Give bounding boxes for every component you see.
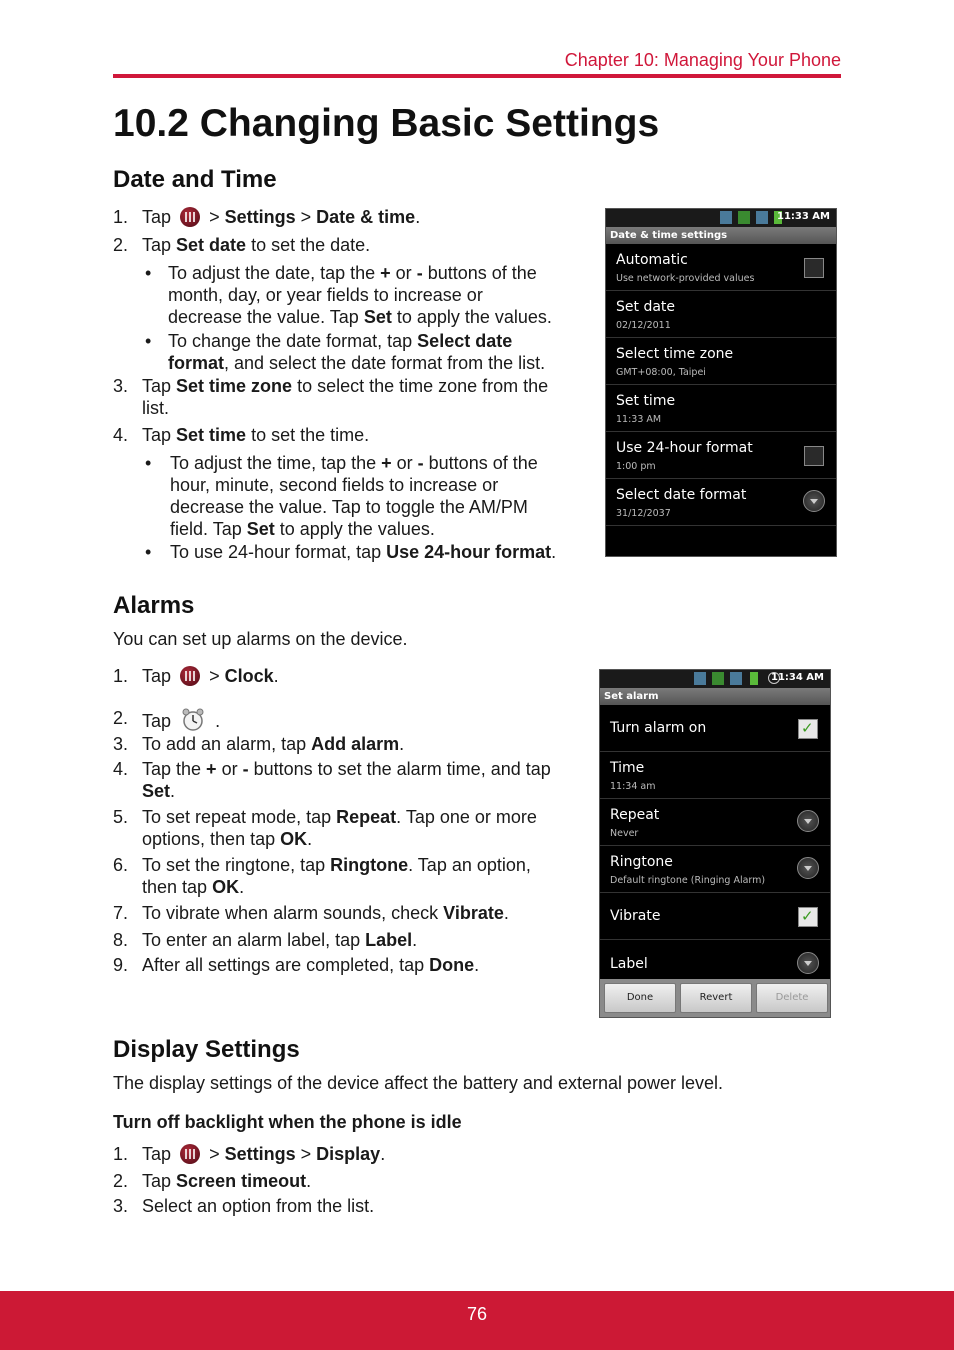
step-number: 7. [113,903,129,923]
bullet-marker: • [145,453,152,473]
dropdown-arrow-icon[interactable] [797,857,819,879]
checkbox-icon[interactable] [804,446,824,466]
step-number: 8. [113,930,129,950]
screen-title: Date & time settings [606,227,836,244]
alarm-step-3: To add an alarm, tap Add alarm. [142,734,405,754]
alarm-step-4: Tap the + or - buttons to set the alarm time, and tap Set. [142,759,551,801]
step-number: 6. [113,855,129,875]
revert-button[interactable]: Revert [680,983,752,1013]
network-icon [756,211,768,224]
step-number: 3. [113,1196,129,1216]
bullet-marker: • [145,331,152,351]
alarm-step-9: After all settings are completed, tap Done. [142,955,480,975]
bullet-adjust-date: To adjust the date, tap the + or - buttons of the month, day, or year fields to increase or decrease the value. Tap Set to apply the values. [168,263,552,327]
battery-icon [750,672,758,685]
network-icon [730,672,742,685]
bullet-24-hour: To use 24-hour format, tap Use 24-hour format. [170,542,557,562]
setting-set-time[interactable]: Set time 11:33 AM [606,385,836,432]
step-number: 5. [113,807,129,827]
bullet-adjust-time: To adjust the time, tap the + or - buttons of the hour, minute, second fields to increase or decrease the value. Tap to toggle the AM/PM field. Tap Set to apply the values. [170,453,538,539]
setting-automatic[interactable]: Automatic Use network-provided values [606,244,836,291]
bullet-marker: • [145,263,152,283]
step-2: Tap Set date to set the date. [142,235,371,255]
alarm-vibrate[interactable]: Vibrate ✓ [600,893,830,940]
page-title: 10.2 Changing Basic Settings [113,102,660,145]
sync-icon [712,672,724,685]
step-number: 2. [113,235,129,255]
step-number: 1. [113,1144,129,1164]
delete-button[interactable]: Delete [756,983,828,1013]
backlight-subheading: Turn off backlight when the phone is idle [113,1112,462,1132]
alarm-step-7: To vibrate when alarm sounds, check Vibrate. [142,903,509,923]
set-alarm-screenshot [599,669,831,1018]
step-number: 2. [113,1171,129,1191]
setting-24-hour[interactable]: Use 24-hour format 1:00 pm [606,432,836,479]
setting-set-date[interactable]: Set date 02/12/2011 [606,291,836,338]
display-step-1: Tap > Settings > Display. [142,1144,386,1164]
dropdown-arrow-icon[interactable] [797,810,819,832]
signal-icon [720,211,732,224]
checkbox-icon[interactable] [804,258,824,278]
signal-icon [694,672,706,685]
alarm-clock-icon [180,707,206,733]
page-number: 76 [466,1304,488,1324]
status-time: 11:33 AM [776,211,830,222]
checkbox-checked-icon[interactable] [798,907,818,927]
apps-icon [180,207,200,227]
step-number: 9. [113,955,129,975]
alarm-button-bar [600,979,830,1017]
display-step-3: Select an option from the list. [142,1196,375,1216]
done-button[interactable]: Done [604,983,676,1013]
apps-icon [180,666,200,686]
alarm-label[interactable]: Label [600,940,830,986]
apps-icon [180,1144,200,1164]
display-step-2: Tap Screen timeout. [142,1171,312,1191]
checkbox-checked-icon[interactable] [798,719,818,739]
status-bar [600,670,830,688]
step-4: Tap Set time to set the time. [142,425,370,445]
alarm-repeat[interactable]: Repeat Never [600,799,830,846]
alarm-step-6: To set the ringtone, tap Ringtone. Tap an option, then tap OK. [142,855,531,897]
step-number: 4. [113,759,129,779]
section-heading-date-time: Date and Time [113,166,277,193]
step-number: 2. [113,708,129,728]
bullet-date-format: To change the date format, tap Select date format, and select the date format from the list. [168,331,546,373]
bullet-marker: • [145,542,152,562]
alarm-ringtone[interactable]: Ringtone Default ringtone (Ringing Alarm) [600,846,830,893]
alarm-step-8: To enter an alarm label, tap Label. [142,930,418,950]
section-heading-display: Display Settings [113,1036,300,1063]
screen-title: Set alarm [600,688,830,705]
chapter-header: Chapter 10: Managing Your Phone [564,50,841,70]
alarm-turn-on[interactable]: Turn alarm on ✓ [600,705,830,752]
dropdown-arrow-icon[interactable] [797,952,819,974]
status-time: 11:34 AM [770,672,824,683]
sync-icon [738,211,750,224]
alarm-time[interactable]: Time 11:34 am [600,752,830,799]
setting-time-zone[interactable]: Select time zone GMT+08:00, Taipei [606,338,836,385]
step-number: 4. [113,425,129,445]
header-rule [113,74,841,78]
step-number: 1. [113,666,129,686]
step-number: 1. [113,207,129,227]
alarm-step-2: Tap . [142,707,220,733]
step-1: Tap > Settings > Date & time. [142,207,421,227]
display-intro: The display settings of the device affect the battery and external power level. [113,1073,724,1093]
date-time-settings-screenshot [605,208,837,557]
alarms-intro: You can set up alarms on the device. [113,629,408,649]
alarm-step-1: Tap > Clock. [142,666,279,686]
setting-date-format[interactable]: Select date format 31/12/2037 [606,479,836,526]
step-number: 3. [113,734,129,754]
step-3: Tap Set time zone to select the time zone from the list. [142,376,549,418]
status-bar [606,209,836,227]
step-number: 3. [113,376,129,396]
section-heading-alarms: Alarms [113,592,195,619]
dropdown-arrow-icon[interactable] [803,490,825,512]
alarm-step-5: To set repeat mode, tap Repeat. Tap one or more options, then tap OK. [142,807,537,849]
